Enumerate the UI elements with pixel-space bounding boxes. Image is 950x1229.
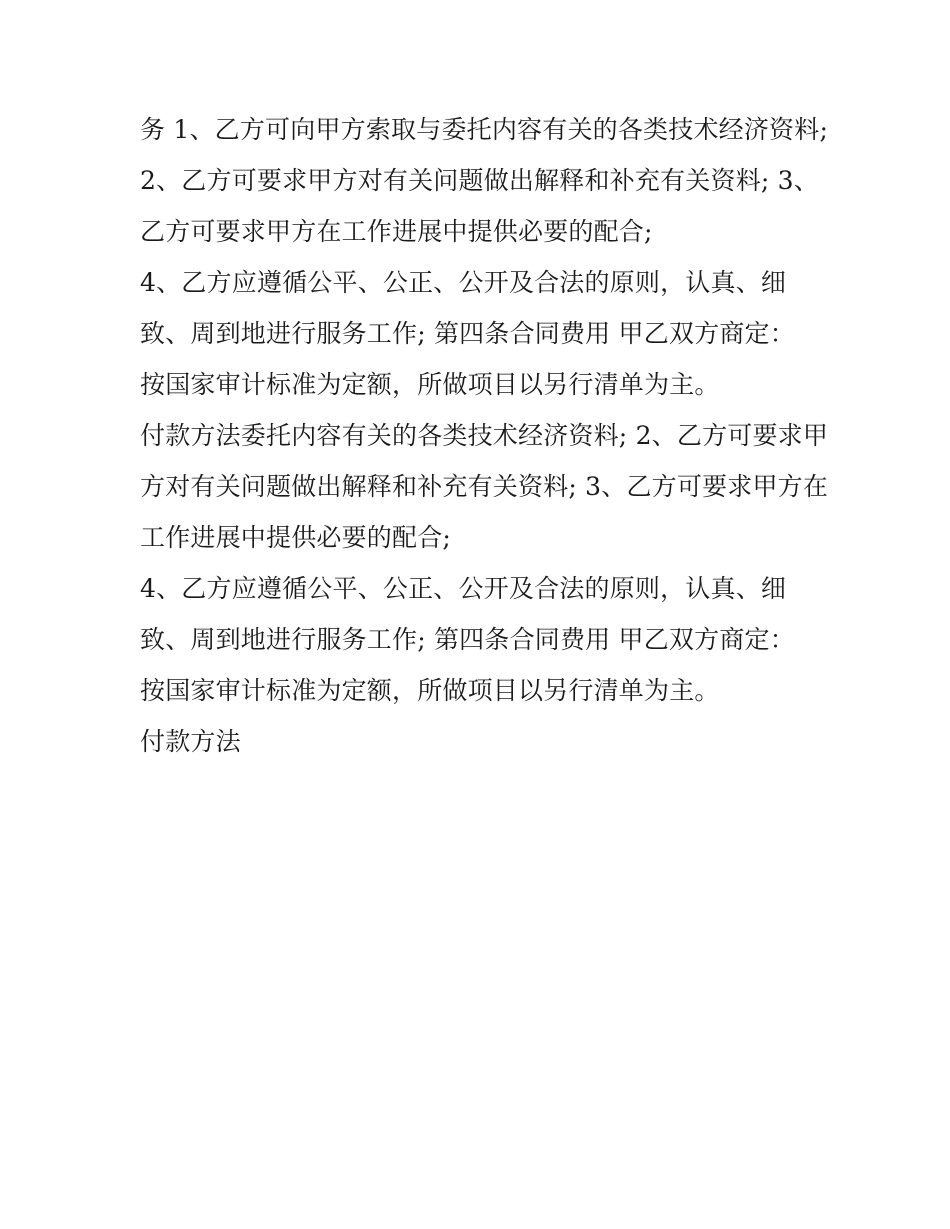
text-line: 方对有关问题做出解释和补充有关资料; 3、乙方可要求甲方在	[140, 472, 829, 501]
text-line: 付款方法委托内容有关的各类技术经济资料; 2、乙方可要求甲	[140, 421, 829, 450]
text-line: 按国家审计标准为定额，所做项目以另行清单为主。	[140, 370, 720, 399]
text-line: 乙方可要求甲方在工作进展中提供必要的配合;	[140, 217, 653, 246]
text-line: 4、乙方应遵循公平、公正、公开及合法的原则，认真、细	[140, 268, 787, 297]
text-line: 4、乙方应遵循公平、公正、公开及合法的原则，认真、细	[140, 574, 787, 603]
text-line: 按国家审计标准为定额，所做项目以另行清单为主。	[140, 676, 720, 705]
text-line: 致、周到地进行服务工作; 第四条合同费用 甲乙双方商定：	[140, 625, 795, 654]
text-line: 付款方法	[140, 727, 241, 756]
contract-body-text	[140, 106, 840, 769]
text-line: 2、乙方可要求甲方对有关问题做出解释和补充有关资料; 3、	[140, 166, 819, 195]
text-line: 工作进展中提供必要的配合;	[140, 523, 452, 552]
text-line: 务 1、乙方可向甲方索取与委托内容有关的各类技术经济资料;	[140, 115, 829, 144]
text-line: 致、周到地进行服务工作; 第四条合同费用 甲乙双方商定：	[140, 319, 795, 348]
